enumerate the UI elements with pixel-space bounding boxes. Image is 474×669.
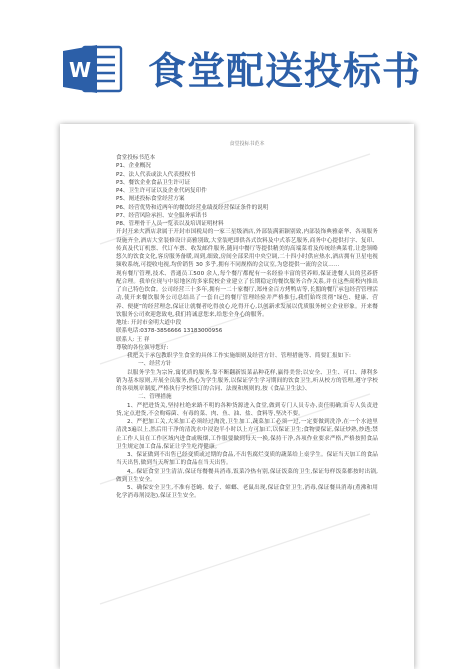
section-heading: 二、管理措施 [138,394,172,401]
staff-paragraph: 现有餐厅管理,技术、普通员工500 余人,每个餐厅都配有一名经验丰富的营养师,保证进餐人员的营养搭配合理。我单位现与中原地区的多家院校企业建立了长期稳定的餐饮服务合作关系,并在这些高校内推出了自己特色饮食。公司经营三十多年,拥有一二十家餐厅,郑州金百方烤鸭店等,长期的餐厅承包经营管理活动,使开来餐饮服务公司总结出了一套自己的餐厅管理经验并严格推行,我们始终贯彻“绿色、健康、营养、便捷”的经营理念,保证让就餐者吃得放心,吃得开心,以创新求发展以优质服务树立企业形象。开来餐饮服务公司欢迎您致电,我们将诚意您来,给您全身心的服务。 [116,270,378,318]
toc-item: P3、餐饮企业食品卫生许可证 [116,179,191,186]
running-head: 食堂投标书范本 [229,141,265,147]
document-page [60,124,414,669]
company-profile-paragraph: 开封开来大酒店隶属于开封市国税局的一家三星级酒店,外部装满新颖别致,内部装饰典雅豪华、各项服务设施齐全,酒店大堂装修设计高雅别致,大堂装吧即供各式饮料及中式茶艺服务,商务中心提供打字、复印、传真及代订机票、代订车票、收发邮件服务,随同中餐厅等提供精美的高端菜肴及传统经典菜肴,让您领略悠久的饮食文化,客房服务备暖,周到,细致,房间全部采用中央空调,二十四小时供应热水,酒店拥有卫星电视频收系统,可提收电视,均价销售 30 多乎,拥有不同规格的会议室,为您提供一流的会议…… [116,229,378,269]
page-title: 食堂配送投标书 [148,49,422,93]
phone-line: 联系电话:0378-3856666 13183000956 [116,328,223,335]
word-icon [63,43,123,95]
intro-paragraph: 我把关于承包教职学生食堂的具体工作实施细则及经营方针、管理措施等、简要汇报如下: [127,353,352,359]
business-policy-paragraph: 以服务学生为宗旨,寓优质的服务,靠不断翻新饭菜品种花样,赢得美誉;以安全、卫生、可口、薄利多销为基本原则,开展全员服务,热心为学生服务,以保证学生学习期间的饮食卫生,听从校方的管理,遵守学校的各项规章制度,严格执行学校签订的合同、法规和规则的,按《食品卫生法》、 [116,369,378,392]
toc-item: P8、管理骨干人员一览表以及培训证明材料 [116,221,224,227]
rule-item: 1、严把进货关,坚持杜绝来路不明的各种货源进入食堂,做到专门人员专办,责任明确,由专人负责进货,定点进货,不会购霉菌、有毒的菜、肉、鱼、油、盐、食料等,坚决不要。 [116,402,378,417]
toc-item: P4、卫生许可证以及企业代码复印件 [116,188,207,194]
address-line: 地址: 开封市金明大道中段 [116,320,182,326]
document-body [116,140,378,501]
toc-item: P2、法人代表或法人代表授权书 [116,171,196,178]
toc-item: 食堂投标书范本 [116,155,156,161]
contact-person-line: 联系人: 王 祥 [116,336,150,343]
toc-item: P7、经营风险承担、安全服务承诺书 [116,212,207,219]
toc-item: P6、经营优势和近两年的餐饮经营业绩及经营保证条件的说明 [116,204,269,211]
table-of-contents [116,154,378,228]
section-heading: 一、经营方针 [138,361,172,368]
page-header [0,0,474,118]
word-icon-letter: W [68,58,92,82]
toc-item: P1、企业概况 [116,163,151,170]
rule-item: 5、确保安全卫生,不准有苍蝇、蚊子、蟑螂、老鼠出现,保证食堂卫生,消毒,保证餐具消毒(煮沸和用化学消毒剂浸泡),保证卫生安全。 [116,485,378,500]
rule-item: 4、保证食堂卫生清洁,保证每餐餐具消毒,饭菜冷热有别,保证饭菜的卫生,保证每样饭菜都按时出锅,做到卫生安全。 [116,468,378,483]
toc-item: P5、阐述投标食堂经营方案 [116,196,185,203]
greeting-line: 尊敬的各位领导您好: [116,344,169,351]
rule-item: 3、保证做到不出售已经变质或过期的食品,不出售腐烂变质的蔬菜给上桌学生。保证当天加工的食品当天出售,做到当天所加工的食品在当天出售。 [116,452,378,467]
rule-item: 2、严把加工关,大米加工必须经过淘洗,卫生加工,蔬菜加工必须一过,一定要做到洗净,在一个水池里清洗3遍以上,然后用干净的清洗水中浸泡半小时以上方可加工,以保证卫生;食物要保证,保证炒熟,炒透;禁止工作人员在工作区域内进食或吸烟,工作服要做到每天一换,保持干净,各项作业要求严格,严格按照食品卫生规定加工食品,保证让学生吃得健康。 [116,419,378,450]
